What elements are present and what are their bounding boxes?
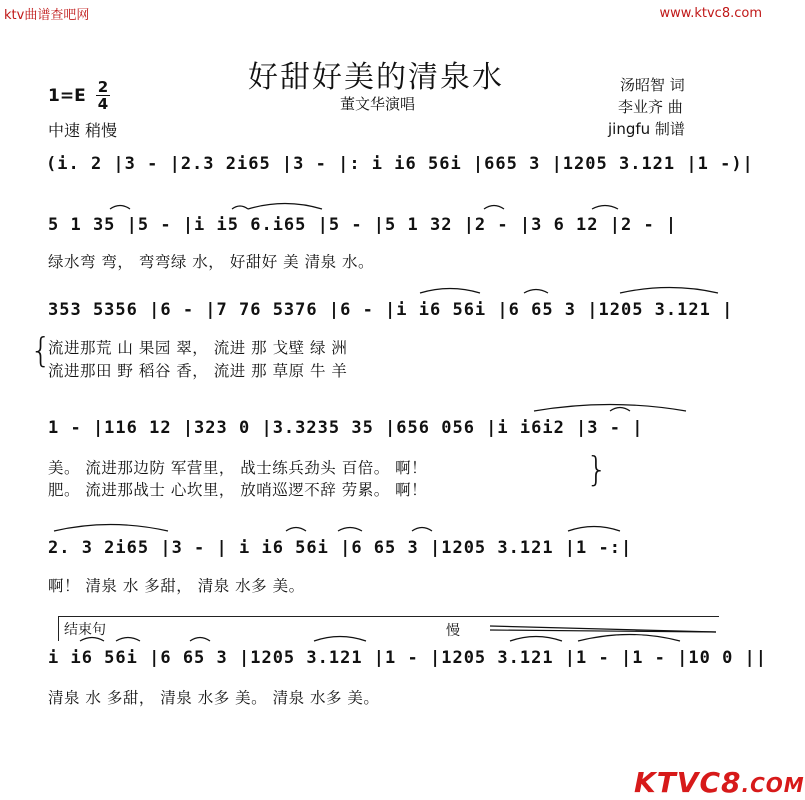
slow-marking: 慢 <box>446 623 460 639</box>
tempo-marking: 中速 稍慢 <box>48 121 118 140</box>
slur <box>420 289 480 294</box>
slur <box>610 408 630 412</box>
singer: 董文华演唱 <box>340 95 416 113</box>
slur <box>620 288 718 294</box>
arranger-credit: jingfu 制谱 <box>608 120 685 138</box>
verse-brace-left: { <box>30 331 52 371</box>
lyricist-credit: 汤昭智 词 <box>620 76 685 94</box>
notation-row-4: 1 - |116 12 |323 0 |3.3235 35 |656 056 |i i6i2 |3 - | <box>48 418 644 438</box>
verse-brace-right: } <box>586 450 608 490</box>
ending-label: 结束句 <box>64 622 106 638</box>
slur <box>510 637 562 642</box>
slur <box>338 528 362 532</box>
notation-row-3: 353 5356 |6 - |7 76 5376 |6 - |i i6 56i |6 65 3 |1205 3.121 | <box>48 300 734 320</box>
watermark-top-right: www.ktvc8.com <box>659 6 762 21</box>
lyrics-row-3-verse-2: 流进那田 野 稻谷 香， 流进 那 草原 牛 羊 <box>48 362 348 380</box>
slur <box>80 638 104 642</box>
slur <box>412 528 432 532</box>
slur <box>592 206 618 210</box>
slur <box>578 635 680 642</box>
lyrics-row-2: 绿水弯 弯， 弯弯绿 水， 好甜好 美 清泉 水。 <box>48 253 374 271</box>
notation-row-2: 5 1 35 |5 - |i i5 6.i65 |5 - |5 1 32 |2 - |3 6 12 |2 - | <box>48 215 678 235</box>
slur <box>110 206 130 210</box>
lyrics-row-5: 啊！ 清泉 水 多甜， 清泉 水多 美。 <box>48 577 305 595</box>
slur <box>484 206 504 210</box>
slur <box>534 405 686 412</box>
slur <box>286 528 306 532</box>
slur <box>116 638 140 642</box>
composer-credit: 李业齐 曲 <box>618 98 683 116</box>
watermark-top-left: ktv曲谱查吧网 <box>4 8 90 23</box>
lyrics-row-3-verse-1: 流进那荒 山 果园 翠， 流进 那 戈壁 绿 洲 <box>48 339 348 357</box>
slur <box>248 204 322 210</box>
key-signature: 1=E <box>48 86 86 106</box>
time-numerator: 2 <box>97 78 109 96</box>
slur <box>524 290 548 294</box>
lyrics-row-4-verse-2: 肥。 流进那战士 心坎里， 放哨巡逻不辞 劳累。 啊！ <box>48 481 428 499</box>
slur <box>190 638 210 642</box>
site-logo <box>634 766 805 799</box>
notation-row-6: i i6 56i |6 65 3 |1205 3.121 |1 - |1205 3.121 |1 - |1 - |10 0 || <box>48 648 768 668</box>
slur <box>568 527 620 532</box>
logo-suffix: .COM <box>741 773 805 797</box>
notation-row-5: 2. 3 2i65 |3 - | i i6 56i |6 65 3 |1205 3.121 |1 -:| <box>48 538 633 558</box>
slur <box>314 637 366 642</box>
notation-row-1: (i. 2 |3 - |2.3 2i65 |3 - |: i i6 56i |665 3 |1205 3.121 |1 -)| <box>46 154 754 174</box>
song-title: 好甜好美的清泉水 <box>248 60 504 95</box>
slur <box>54 525 168 532</box>
time-denominator: 4 <box>97 95 109 113</box>
lyrics-row-4-verse-1: 美。 流进那边防 军营里， 战士练兵劲头 百倍。 啊！ <box>48 459 428 477</box>
slur <box>232 206 248 209</box>
lyrics-row-6: 清泉 水 多甜， 清泉 水多 美。 清泉 水多 美。 <box>48 689 380 707</box>
logo-main: KTVC8 <box>634 766 742 799</box>
